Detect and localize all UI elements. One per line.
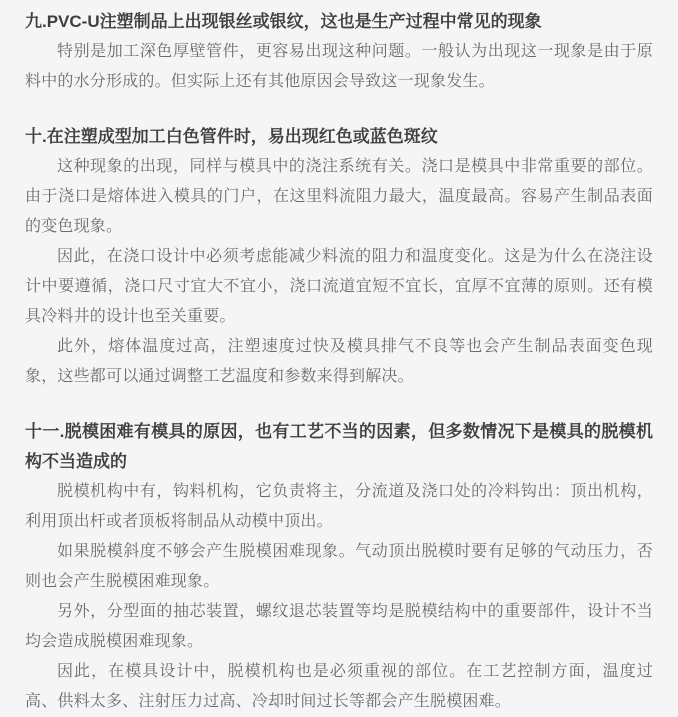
paragraph: 因此，在浇口设计中必须考虑能减少料流的阻力和温度变化。这是为什么在浇注设计中要遵循，浇口尺寸宜大不宜小，浇口流道宜短不宜长，宜厚不宜薄的原则。还有模具冷料井的设计也至关重要。 [25, 248, 653, 325]
section-heading: 十一.脱模困难有模具的原因，也有工艺不当的因素，但多数情况下是模具的脱模机构不当造成的 [25, 422, 653, 471]
section-heading: 十.在注塑成型加工白色管件时，易出现红色或蓝色斑纹 [25, 127, 438, 146]
document-section [25, 417, 653, 717]
paragraph: 因此，在模具设计中，脱模机构也是必须重视的部位。在工艺控制方面，温度过高、供料太多、注射压力过高、冷却时间过长等都会产生脱模困难。 [25, 663, 653, 710]
document-section [25, 122, 653, 392]
paragraph: 如果脱模斜度不够会产生脱模困难现象。气动顶出脱模时要有足够的气动压力，否则也会产生脱模困难现象。 [25, 543, 653, 590]
document-section [25, 7, 653, 97]
paragraph: 特别是加工深色厚壁管件，更容易出现这种问题。一般认为出现这一现象是由于原料中的水分形成的。但实际上还有其他原因会导致这一现象发生。 [25, 43, 653, 90]
paragraph: 这种现象的出现，同样与模具中的浇注系统有关。浇口是模具中非常重要的部位。由于浇口是熔体进入模具的门户，在这里料流阻力最大，温度最高。容易产生制品表面的变色现象。 [25, 158, 653, 235]
paragraph: 另外，分型面的抽芯装置，螺纹退芯装置等均是脱模结构中的重要部件，设计不当均会造成脱模困难现象。 [25, 603, 653, 650]
paragraph: 此外，熔体温度过高，注塑速度过快及模具排气不良等也会产生制品表面变色现象，这些都可以通过调整工艺温度和参数来得到解决。 [25, 338, 653, 385]
paragraph: 脱模机构中有，钩料机构，它负责将主，分流道及浇口处的冷料钩出：顶出机构，利用顶出杆或者顶板将制品从动模中顶出。 [25, 483, 653, 530]
section-heading: 九.PVC-U注塑制品上出现银丝或银纹，这也是生产过程中常见的现象 [25, 12, 542, 31]
